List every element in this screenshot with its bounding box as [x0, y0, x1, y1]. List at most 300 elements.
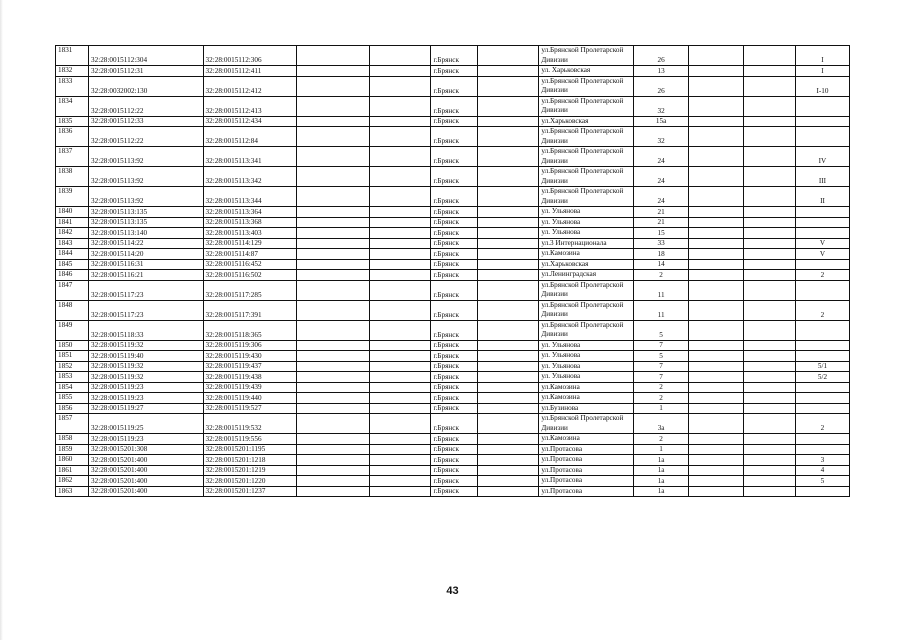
table-cell-empty — [369, 249, 431, 260]
table-cell-empty — [744, 76, 796, 96]
table-cell: 26 — [634, 46, 689, 66]
table-cell: 11 — [634, 300, 689, 320]
table-cell: 21 — [634, 217, 689, 228]
table-cell: 1851 — [56, 351, 89, 362]
table-row — [56, 455, 850, 466]
table-cell: г.Брянск — [431, 76, 477, 96]
table-cell-empty — [297, 382, 370, 393]
table-cell-empty — [689, 167, 744, 187]
table-cell: ул.Протасова — [539, 444, 634, 455]
table-cell-empty — [477, 351, 539, 362]
table-cell: 1840 — [56, 207, 89, 218]
table-cell-empty — [297, 127, 370, 147]
table-cell: г.Брянск — [431, 46, 477, 66]
table-cell — [795, 207, 849, 218]
table-cell: ул. Ульянова — [539, 207, 634, 218]
table-cell: 1854 — [56, 382, 89, 393]
table-cell-empty — [744, 403, 796, 414]
table-cell: ул.Ленинградская — [539, 270, 634, 281]
table-row — [56, 280, 850, 300]
table-cell: 32:28:0015201:1195 — [203, 444, 297, 455]
table-cell-empty — [369, 320, 431, 340]
table-cell: 32:28:0015113:135 — [89, 217, 204, 228]
table-cell: г.Брянск — [431, 238, 477, 249]
table-cell: г.Брянск — [431, 455, 477, 466]
table-cell-empty — [744, 300, 796, 320]
table-cell: г.Брянск — [431, 259, 477, 270]
table-cell-empty — [689, 320, 744, 340]
table-cell-empty — [744, 207, 796, 218]
table-cell: 1860 — [56, 455, 89, 466]
table-cell-empty — [369, 76, 431, 96]
table-cell: 24 — [634, 167, 689, 187]
table-cell: 5/2 — [795, 372, 849, 383]
table-row — [56, 351, 850, 362]
table-cell: 1а — [634, 486, 689, 497]
table-cell: г.Брянск — [431, 96, 477, 116]
table-cell-empty — [477, 403, 539, 414]
table-row — [56, 96, 850, 116]
table-cell: 5/1 — [795, 361, 849, 372]
table-cell-empty — [744, 147, 796, 167]
table-row — [56, 382, 850, 393]
table-cell: 32:28:0015201:1219 — [203, 465, 297, 476]
table-cell — [795, 340, 849, 351]
table-cell — [795, 228, 849, 239]
table-cell: г.Брянск — [431, 434, 477, 445]
table-cell-empty — [689, 393, 744, 404]
table-cell: г.Брянск — [431, 351, 477, 362]
table-cell: 1856 — [56, 403, 89, 414]
table-cell-empty — [689, 444, 744, 455]
table-cell-empty — [477, 444, 539, 455]
table-cell-empty — [744, 382, 796, 393]
table-cell: 1862 — [56, 476, 89, 487]
table-cell-empty — [689, 228, 744, 239]
table-cell-empty — [297, 486, 370, 497]
table-cell: г.Брянск — [431, 147, 477, 167]
table-cell: 1838 — [56, 167, 89, 187]
table-cell: ул.Брянской Пролетарской Дивизии — [539, 147, 634, 167]
table-cell-empty — [689, 259, 744, 270]
table-cell: IV — [795, 147, 849, 167]
table-cell-empty — [297, 351, 370, 362]
table-cell: 32:28:0015116:21 — [89, 270, 204, 281]
table-cell: 32:28:0015113:344 — [203, 187, 297, 207]
table-cell: 32:28:0015113:92 — [89, 147, 204, 167]
table-cell-empty — [477, 76, 539, 96]
table-cell: 32:28:0015113:135 — [89, 207, 204, 218]
table-cell-empty — [297, 147, 370, 167]
table-cell: 32:28:0015112:84 — [203, 127, 297, 147]
table-cell-empty — [689, 46, 744, 66]
table-cell: 32:28:0015113:342 — [203, 167, 297, 187]
table-cell-empty — [477, 340, 539, 351]
table-cell: г.Брянск — [431, 414, 477, 434]
table-cell: г.Брянск — [431, 444, 477, 455]
table-cell-empty — [744, 372, 796, 383]
table-row — [56, 320, 850, 340]
table-cell: 1861 — [56, 465, 89, 476]
table-cell-empty — [744, 361, 796, 372]
table-row — [56, 361, 850, 372]
table-cell-empty — [297, 116, 370, 127]
table-cell: ул. Ульянова — [539, 372, 634, 383]
table-cell — [795, 351, 849, 362]
table-cell-empty — [689, 403, 744, 414]
table-cell: г.Брянск — [431, 249, 477, 260]
table-cell-empty — [744, 393, 796, 404]
table-cell: 14 — [634, 259, 689, 270]
table-cell: 32:28:0015116:31 — [89, 259, 204, 270]
table-cell-empty — [744, 249, 796, 260]
table-cell: 1а — [634, 465, 689, 476]
table-cell: г.Брянск — [431, 361, 477, 372]
table-cell-empty — [477, 270, 539, 281]
table-row — [56, 372, 850, 383]
table-cell — [795, 434, 849, 445]
table-cell: 32:28:0015118:365 — [203, 320, 297, 340]
table-cell-empty — [369, 259, 431, 270]
table-cell-empty — [744, 46, 796, 66]
table-cell-empty — [369, 66, 431, 77]
table-cell-empty — [477, 300, 539, 320]
table-cell-empty — [297, 393, 370, 404]
table-cell: г.Брянск — [431, 207, 477, 218]
table-cell: 1841 — [56, 217, 89, 228]
table-cell: 32:28:0015116:452 — [203, 259, 297, 270]
table-cell-empty — [369, 116, 431, 127]
table-cell-empty — [369, 351, 431, 362]
table-cell: ул.Камозина — [539, 434, 634, 445]
table-cell-empty — [477, 207, 539, 218]
table-cell: г.Брянск — [431, 217, 477, 228]
table-cell: 32:28:0015112:413 — [203, 96, 297, 116]
table-cell-empty — [689, 455, 744, 466]
table-cell: 32:28:0015119:430 — [203, 351, 297, 362]
table-cell: 32:28:0015201:308 — [89, 444, 204, 455]
table-cell-empty — [744, 238, 796, 249]
table-row — [56, 127, 850, 147]
table-cell: 32:28:0015114:22 — [89, 238, 204, 249]
table-cell: ул.Брянской Пролетарской Дивизии — [539, 96, 634, 116]
table-cell: 32:28:0015119:32 — [89, 372, 204, 383]
table-cell: 1839 — [56, 187, 89, 207]
table-cell-empty — [369, 217, 431, 228]
table-cell-empty — [369, 46, 431, 66]
table-cell: ул.Камозина — [539, 249, 634, 260]
table-cell-empty — [477, 217, 539, 228]
table-cell-empty — [297, 444, 370, 455]
table-row — [56, 249, 850, 260]
table-cell: 32:28:0015112:22 — [89, 96, 204, 116]
table-cell-empty — [477, 382, 539, 393]
table-cell: 32:28:0015112:306 — [203, 46, 297, 66]
table-cell: 5 — [634, 320, 689, 340]
table-cell — [795, 217, 849, 228]
table-cell: г.Брянск — [431, 393, 477, 404]
table-cell: 1832 — [56, 66, 89, 77]
table-cell: 32:28:0015116:502 — [203, 270, 297, 281]
table-cell-empty — [369, 300, 431, 320]
table-row — [56, 259, 850, 270]
table-row — [56, 414, 850, 434]
table-cell-empty — [477, 127, 539, 147]
table-cell: 4 — [795, 465, 849, 476]
table-cell-empty — [297, 476, 370, 487]
table-cell: ул.Брянской Пролетарской Дивизии — [539, 76, 634, 96]
table-cell-empty — [297, 259, 370, 270]
table-cell: 32:28:0015201:400 — [89, 465, 204, 476]
table-cell-empty — [744, 259, 796, 270]
table-cell: ул. Харьковская — [539, 66, 634, 77]
table-cell — [795, 320, 849, 340]
table-row — [56, 393, 850, 404]
table-cell: 32:28:0015119:440 — [203, 393, 297, 404]
table-cell: 1833 — [56, 76, 89, 96]
table-cell: 32:28:0015119:437 — [203, 361, 297, 372]
table-cell: г.Брянск — [431, 167, 477, 187]
table-cell-empty — [689, 66, 744, 77]
table-row — [56, 187, 850, 207]
table-row — [56, 66, 850, 77]
table-cell: 1845 — [56, 259, 89, 270]
table-cell: г.Брянск — [431, 382, 477, 393]
table-cell: г.Брянск — [431, 320, 477, 340]
table-cell: 1853 — [56, 372, 89, 383]
table-row — [56, 434, 850, 445]
table-cell: 15а — [634, 116, 689, 127]
table-row — [56, 76, 850, 96]
table-cell-empty — [297, 414, 370, 434]
table-cell-empty — [477, 187, 539, 207]
table-cell: 32:28:0015119:306 — [203, 340, 297, 351]
table-cell: 32:28:0015117:285 — [203, 280, 297, 300]
table-row — [56, 465, 850, 476]
table-cell-empty — [689, 187, 744, 207]
registry-table-body — [56, 46, 850, 497]
table-cell-empty — [744, 228, 796, 239]
table-cell: ул.Брянской Пролетарской Дивизии — [539, 300, 634, 320]
table-cell: г.Брянск — [431, 403, 477, 414]
table-cell: ул. Ульянова — [539, 340, 634, 351]
table-cell-empty — [477, 66, 539, 77]
table-cell-empty — [744, 270, 796, 281]
table-cell: г.Брянск — [431, 127, 477, 147]
table-cell-empty — [369, 228, 431, 239]
table-cell-empty — [369, 207, 431, 218]
table-cell-empty — [689, 207, 744, 218]
table-cell-empty — [369, 238, 431, 249]
table-cell: 32:28:0015119:23 — [89, 434, 204, 445]
table-cell: 15 — [634, 228, 689, 239]
table-cell-empty — [689, 147, 744, 167]
table-cell-empty — [689, 249, 744, 260]
table-cell: 32:28:0015119:32 — [89, 361, 204, 372]
table-cell: ул. Ульянова — [539, 217, 634, 228]
table-cell: 1863 — [56, 486, 89, 497]
table-cell: II — [795, 187, 849, 207]
table-row — [56, 403, 850, 414]
table-cell: ул.Брянской Пролетарской Дивизии — [539, 46, 634, 66]
table-cell-empty — [477, 259, 539, 270]
table-cell-empty — [297, 207, 370, 218]
table-cell-empty — [689, 300, 744, 320]
table-cell-empty — [369, 187, 431, 207]
table-row — [56, 476, 850, 487]
table-cell: 2 — [634, 434, 689, 445]
table-row — [56, 228, 850, 239]
table-cell: ул.Харьковская — [539, 259, 634, 270]
table-cell-empty — [297, 455, 370, 466]
table-cell-empty — [369, 270, 431, 281]
table-cell: г.Брянск — [431, 116, 477, 127]
table-cell-empty — [297, 249, 370, 260]
registry-table — [55, 45, 850, 497]
table-cell: 1834 — [56, 96, 89, 116]
table-cell: 32:28:0015201:1237 — [203, 486, 297, 497]
table-cell: 32:28:0015112:434 — [203, 116, 297, 127]
table-cell: 32:28:0015119:25 — [89, 414, 204, 434]
table-cell: 32:28:0015119:23 — [89, 393, 204, 404]
table-cell: 1 — [634, 444, 689, 455]
table-cell-empty — [369, 372, 431, 383]
table-cell: 32:28:0015113:140 — [89, 228, 204, 239]
table-cell: 32:28:0015201:1218 — [203, 455, 297, 466]
table-cell-empty — [369, 340, 431, 351]
table-cell-empty — [297, 434, 370, 445]
table-cell: г.Брянск — [431, 270, 477, 281]
table-cell — [795, 393, 849, 404]
table-cell: 32:28:0015201:400 — [89, 476, 204, 487]
table-cell: г.Брянск — [431, 340, 477, 351]
table-cell: ул. Ульянова — [539, 351, 634, 362]
table-cell: 1859 — [56, 444, 89, 455]
table-cell: III — [795, 167, 849, 187]
table-cell-empty — [689, 238, 744, 249]
table-cell-empty — [689, 217, 744, 228]
table-cell: ул.Протасова — [539, 486, 634, 497]
table-cell: ул.Брянской Пролетарской Дивизии — [539, 167, 634, 187]
table-cell-empty — [689, 116, 744, 127]
table-cell: 33 — [634, 238, 689, 249]
table-cell: г.Брянск — [431, 476, 477, 487]
table-cell: 32:28:0015119:532 — [203, 414, 297, 434]
table-cell-empty — [369, 382, 431, 393]
table-cell-empty — [689, 351, 744, 362]
table-cell-empty — [744, 476, 796, 487]
table-cell: I — [795, 46, 849, 66]
table-cell: 2 — [634, 393, 689, 404]
table-cell: 32:28:0015119:527 — [203, 403, 297, 414]
table-cell-empty — [477, 238, 539, 249]
table-cell: 1837 — [56, 147, 89, 167]
table-cell-empty — [369, 403, 431, 414]
table-row — [56, 207, 850, 218]
table-cell — [795, 116, 849, 127]
table-cell-empty — [744, 444, 796, 455]
table-cell-empty — [297, 66, 370, 77]
table-cell: 32:28:0015119:556 — [203, 434, 297, 445]
table-cell: 32:28:0015113:403 — [203, 228, 297, 239]
table-cell-empty — [477, 393, 539, 404]
table-cell-empty — [744, 320, 796, 340]
table-cell-empty — [744, 280, 796, 300]
table-cell-empty — [369, 127, 431, 147]
table-cell: ул.Протасова — [539, 465, 634, 476]
table-cell-empty — [297, 372, 370, 383]
table-cell-empty — [369, 414, 431, 434]
table-cell-empty — [297, 46, 370, 66]
table-cell: 1849 — [56, 320, 89, 340]
table-cell-empty — [297, 217, 370, 228]
table-cell: 5 — [795, 476, 849, 487]
table-cell: 26 — [634, 76, 689, 96]
table-row — [56, 486, 850, 497]
table-cell-empty — [297, 187, 370, 207]
table-row — [56, 167, 850, 187]
table-cell: 32:28:0015112:33 — [89, 116, 204, 127]
table-cell: 32:28:0032002:130 — [89, 76, 204, 96]
table-cell: 32:28:0015201:1220 — [203, 476, 297, 487]
table-cell — [795, 259, 849, 270]
table-cell-empty — [477, 46, 539, 66]
table-cell: 21 — [634, 207, 689, 218]
table-cell: ул.Протасова — [539, 455, 634, 466]
scan-edge-shadow — [0, 0, 3, 640]
table-cell-empty — [744, 116, 796, 127]
table-cell-empty — [689, 414, 744, 434]
table-cell-empty — [744, 414, 796, 434]
table-cell: ул.Брянской Пролетарской Дивизии — [539, 414, 634, 434]
table-cell: 11 — [634, 280, 689, 300]
table-cell-empty — [744, 455, 796, 466]
table-row — [56, 444, 850, 455]
table-cell: V — [795, 249, 849, 260]
table-cell-empty — [297, 465, 370, 476]
table-cell: 32:28:0015201:400 — [89, 455, 204, 466]
table-cell-empty — [297, 96, 370, 116]
table-cell: 32:28:0015201:400 — [89, 486, 204, 497]
table-cell-empty — [477, 249, 539, 260]
table-cell-empty — [689, 76, 744, 96]
table-cell: 1846 — [56, 270, 89, 281]
table-cell-empty — [689, 434, 744, 445]
table-cell-empty — [369, 361, 431, 372]
table-cell-empty — [297, 270, 370, 281]
table-cell-empty — [689, 270, 744, 281]
table-cell: 32:28:0015113:364 — [203, 207, 297, 218]
table-cell-empty — [477, 455, 539, 466]
table-cell: 1850 — [56, 340, 89, 351]
table-cell-empty — [477, 167, 539, 187]
table-cell: 5 — [634, 351, 689, 362]
table-cell: 32:28:0015114:20 — [89, 249, 204, 260]
table-cell: г.Брянск — [431, 280, 477, 300]
table-cell: 32:28:0015113:92 — [89, 167, 204, 187]
table-cell: г.Брянск — [431, 300, 477, 320]
table-cell-empty — [744, 351, 796, 362]
table-cell-empty — [477, 372, 539, 383]
table-cell: I — [795, 66, 849, 77]
table-cell-empty — [477, 147, 539, 167]
table-cell: 32:28:0015114:87 — [203, 249, 297, 260]
table-cell-empty — [744, 434, 796, 445]
table-cell: ул.Бузинова — [539, 403, 634, 414]
table-cell-empty — [689, 340, 744, 351]
table-cell: 32:28:0015112:22 — [89, 127, 204, 147]
table-cell-empty — [689, 96, 744, 116]
